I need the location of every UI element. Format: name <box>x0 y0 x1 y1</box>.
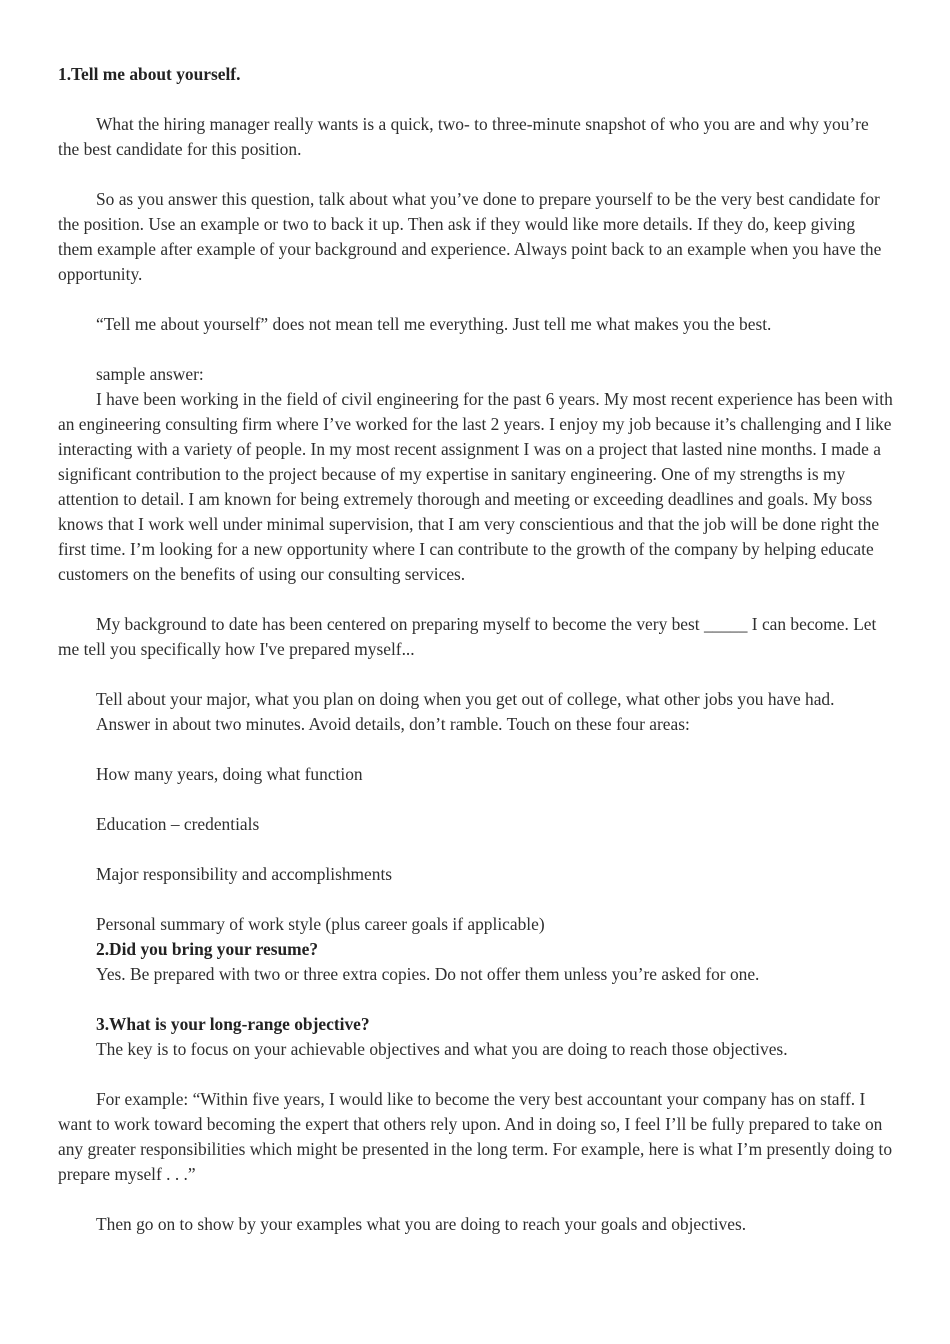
question-3-paragraph-goals: Then go on to show by your examples what you are doing to reach your goals and objectives. <box>96 1214 747 1234</box>
paragraph-prepare: So as you answer this question, talk about what you’ve done to prepare yourself to be the very best candidate for the position. Use an example or two to back it up. Then ask if they would like more details. If they do, keep giving them example after example of your background and experience. Always point back to an example when you have the opportunity. <box>58 189 882 284</box>
list-item: Major responsibility and accomplishments <box>96 864 393 884</box>
question-1-heading: 1.Tell me about yourself. <box>58 64 241 84</box>
paragraph-background: My background to date has been centered on preparing myself to become the very best _____ I can become. Let me tell you specifically how I've prepared myself... <box>58 614 877 659</box>
sample-answer-label: sample answer: <box>96 364 204 384</box>
question-2-heading: 2.Did you bring your resume? <box>96 939 319 959</box>
paragraph-not-everything: “Tell me about yourself” does not mean tell me everything. Just tell me what makes you the best. <box>96 314 772 334</box>
sample-answer-text: I have been working in the field of civil engineering for the past 6 years. My most recent experience has been with an engineering consulting firm where I’ve worked for the last 2 years. I enjoy my job because it’s challenging and I like interacting with a variety of people. In my most recent assignment I was on a project that lasted nine months. I made a significant contribution to the project because of my expertise in sanitary engineering. One of my strengths is my attention to detail. I am known for being extremely thorough and meeting or exceeding deadlines and goals. My boss knows that I work well under minimal supervision, that I am very conscientious and that the job will be done right the first time. I’m looking for a new opportunity where I can contribute to the growth of the company by helping educate customers on the benefits of using our consulting services. <box>58 389 893 584</box>
document-page <box>58 62 894 1237</box>
question-3-heading: 3.What is your long-range objective? <box>96 1014 370 1034</box>
list-item: How many years, doing what function <box>96 764 363 784</box>
paragraph-snapshot: What the hiring manager really wants is a quick, two- to three-minute snapshot of who you are and why you’re the best candidate for this position. <box>58 114 869 159</box>
paragraph-two-minutes: Answer in about two minutes. Avoid details, don’t ramble. Touch on these four areas: <box>96 714 690 734</box>
question-3-paragraph-focus: The key is to focus on your achievable objectives and what you are doing to reach those objectives. <box>96 1039 788 1059</box>
list-item: Personal summary of work style (plus career goals if applicable) <box>96 914 545 934</box>
question-2-answer: Yes. Be prepared with two or three extra copies. Do not offer them unless you’re asked for one. <box>96 964 760 984</box>
list-item: Education – credentials <box>96 814 260 834</box>
paragraph-major: Tell about your major, what you plan on doing when you get out of college, what other jobs you have had. <box>96 689 835 709</box>
question-3-paragraph-example: For example: “Within five years, I would like to become the very best accountant your company has on staff. I want to work toward becoming the expert that others rely upon. And in doing so, I feel I’ll be fully prepared to take on any greater responsibilities which might be presented in the long term. For example, here is what I’m presently doing to prepare myself . . .” <box>58 1089 893 1184</box>
